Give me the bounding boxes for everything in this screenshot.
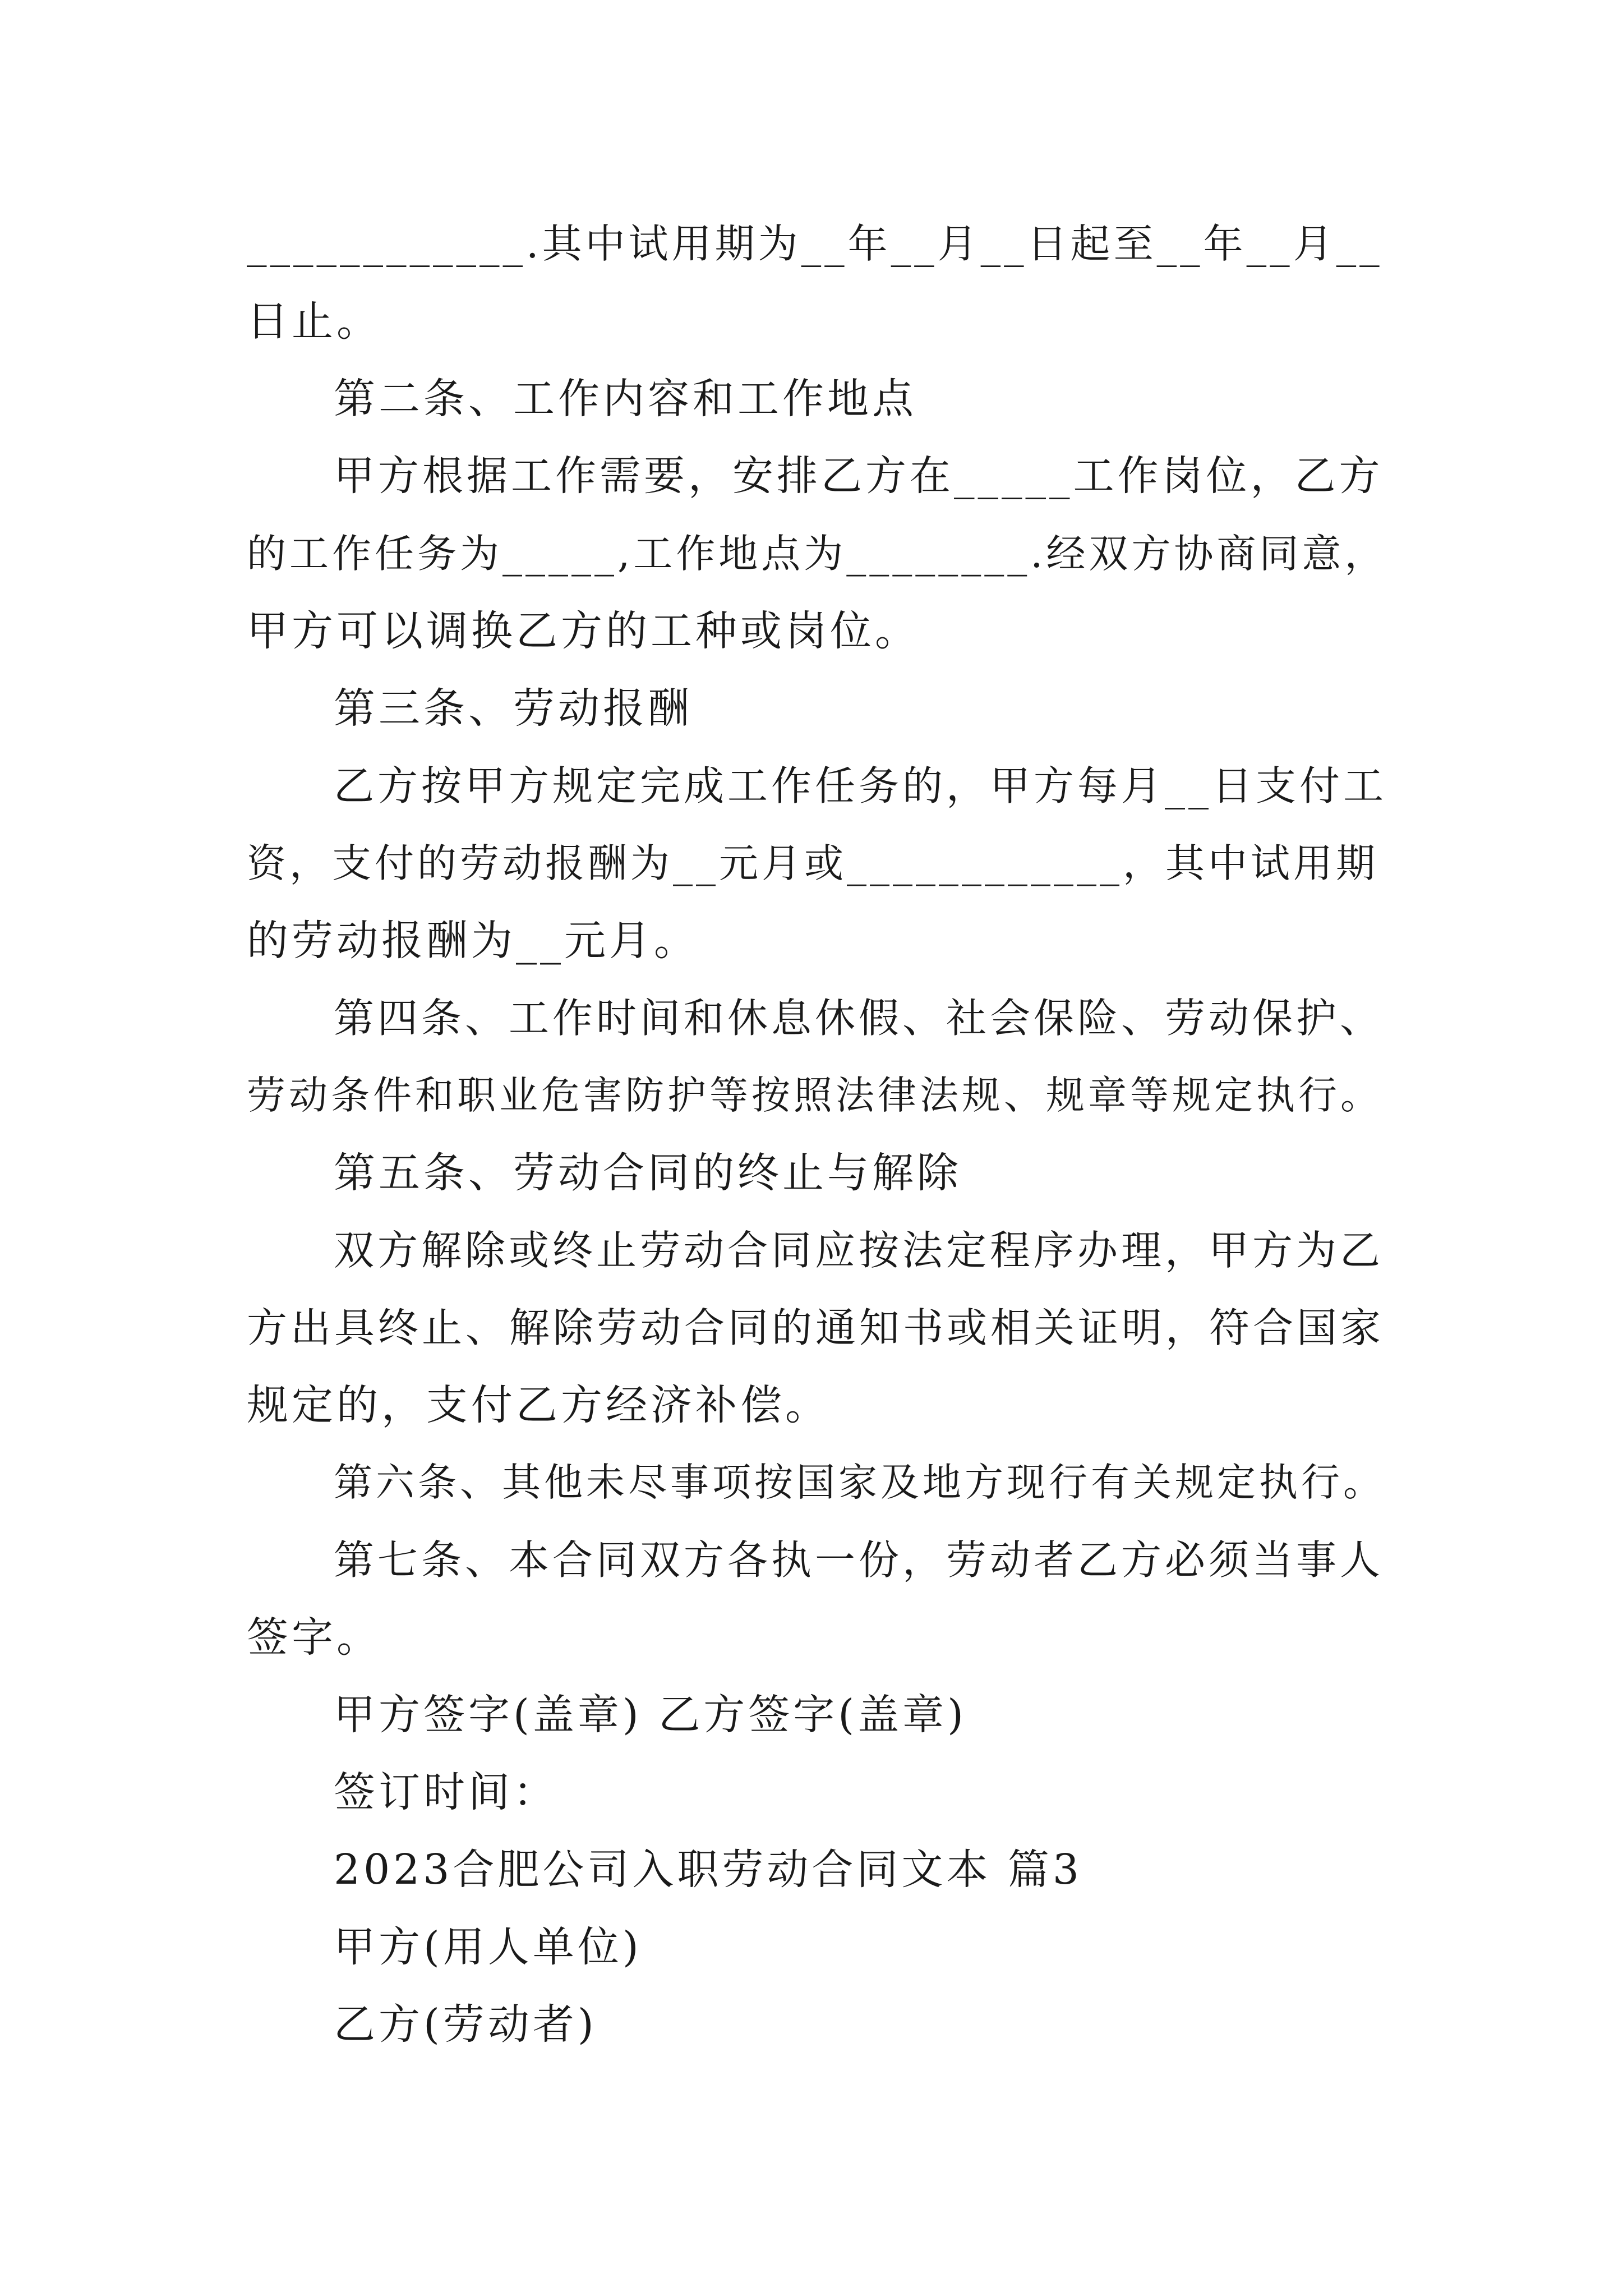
text-line-9: 资，支付的劳动报酬为__元月或____________，其中试用期 (247, 840, 1378, 886)
article-4-text: 第四条、工作时间和休息休假、社会保险、劳动保护、 (334, 995, 1384, 1042)
text-line-10: 的劳动报酬为__元月。 (247, 917, 699, 965)
article-6-text: 第六条、其他未尽事项按国家及地方现行有关规定执行。 (334, 1460, 1385, 1505)
section-title: 2023合肥公司入职劳动合同文本 篇3 (334, 1846, 1082, 1894)
article-7-text: 第七条、本合同双方各执一份，劳动者乙方必须当事人 (334, 1536, 1384, 1584)
text-line-16: 规定的，支付乙方经济补偿。 (247, 1381, 830, 1429)
text-line-12: 劳动条件和职业危害防护等按照法律法规、规章等规定执行。 (247, 1073, 1382, 1118)
text-line-4: 甲方根据工作需要，安排乙方在_____工作岗位，乙方 (334, 452, 1384, 500)
text-line-2: 日止。 (247, 297, 381, 346)
article-5-heading: 第五条、劳动合同的终止与解除 (334, 1149, 962, 1197)
signature-line: 甲方签字(盖章) 乙方签字(盖章) (334, 1691, 967, 1739)
text-line-19: 签字。 (247, 1613, 381, 1662)
text-line-1: ____________.其中试用期为__年__月__日起至__年__月__ (247, 220, 1383, 267)
party-b-label: 乙方(劳动者) (334, 2000, 597, 2049)
article-2-heading: 第二条、工作内容和工作地点 (334, 375, 917, 423)
article-3-heading: 第三条、劳动报酬 (334, 684, 693, 733)
signing-date-label: 签订时间： (334, 1768, 558, 1816)
text-line-5: 的工作任务为_____,工作地点为________.经双方协商同意， (247, 531, 1387, 577)
text-line-6: 甲方可以调换乙方的工种或岗位。 (247, 607, 920, 655)
text-line-15: 方出具终止、解除劳动合同的通知书或相关证明，符合国家 (247, 1304, 1385, 1351)
party-a-label: 甲方(用人单位) (334, 1923, 642, 1971)
text-line-14: 双方解除或终止劳动合同应按法定程序办理，甲方为乙 (334, 1227, 1384, 1274)
text-line-8: 乙方按甲方规定完成工作任务的，甲方每月__日支付工 (334, 762, 1387, 809)
